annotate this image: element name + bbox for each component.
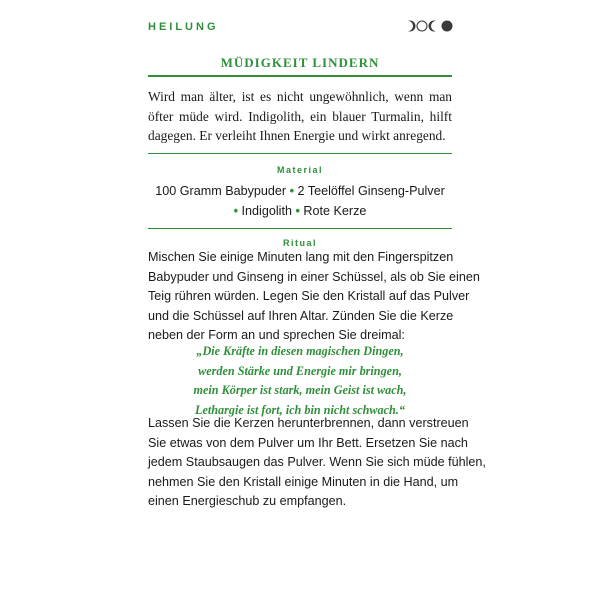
ritual-line: Lassen Sie die Kerzen herunterbrennen, dann verstreuen bbox=[148, 416, 469, 430]
chant-line: Lethargie ist fort, ich bin nicht schwach.“ bbox=[195, 402, 405, 417]
ritual-line: einen Energieschub zu empfangen. bbox=[148, 494, 347, 508]
bullet-icon: • bbox=[233, 204, 242, 218]
ritual-line: nehmen Sie den Kristall einige Minuten in die Hand, um bbox=[148, 474, 459, 489]
full-moon-outline-icon bbox=[417, 21, 427, 31]
bullet-icon: • bbox=[295, 204, 304, 218]
ritual-paragraph-1 bbox=[148, 248, 480, 346]
material-item: Indigolith bbox=[241, 204, 292, 218]
moon-phases-icon bbox=[404, 19, 454, 33]
chant-line: „Die Kräfte in diesen magischen Dingen, bbox=[196, 344, 404, 358]
ritual-heading: Ritual bbox=[282, 238, 317, 248]
waxing-crescent-moon-icon bbox=[404, 21, 416, 32]
material-item: 2 Teelöffel Ginseng-Pulver bbox=[297, 184, 445, 198]
ritual-paragraph-2 bbox=[148, 414, 486, 512]
chant-verse bbox=[148, 342, 452, 420]
material-divider bbox=[148, 228, 452, 229]
intro-paragraph bbox=[148, 87, 452, 146]
ritual-line: neben der Form an und sprechen Sie dreimal: bbox=[148, 328, 405, 342]
ritual-line: und die Schüssel auf Ihren Altar. Zünden Sie die Kerze bbox=[148, 308, 454, 323]
intro-line: öfter müde wird. Indigolith, ein blauer Turmalin, hilft bbox=[148, 108, 452, 124]
chant-line: mein Körper ist stark, mein Geist ist wach, bbox=[193, 383, 407, 397]
material-line bbox=[148, 181, 452, 201]
ritual-line: Babypuder und Ginseng in einer Schüssel, als ob Sie einen bbox=[148, 269, 480, 284]
material-heading: Material bbox=[276, 165, 323, 175]
title-divider bbox=[148, 75, 452, 77]
intro-line: dagegen. Er verleiht Ihnen Energie und wirkt anregend. bbox=[148, 128, 446, 143]
ritual-line: Mischen Sie einige Minuten lang mit den Fingerspitzen bbox=[148, 250, 454, 264]
ritual-line: jedem Staubsaugen das Pulver. Wenn Sie sich müde fühlen, bbox=[148, 455, 486, 469]
bullet-icon: • bbox=[289, 184, 298, 198]
intro-divider bbox=[148, 153, 452, 154]
chant-line: werden Stärke und Energie mir bringen, bbox=[198, 363, 402, 378]
intro-line: Wird man älter, ist es nicht ungewöhnlich, wenn man bbox=[148, 89, 452, 104]
ritual-line: Teig rühren würden. Legen Sie den Kristall auf das Pulver bbox=[148, 289, 470, 303]
material-item: 100 Gramm Babypuder bbox=[155, 184, 287, 198]
material-item: Rote Kerze bbox=[303, 204, 367, 218]
ritual-line: Sie etwas von dem Pulver um Ihr Bett. Ersetzen Sie nach bbox=[148, 435, 468, 450]
page-title: MÜDIGKEIT LINDERN bbox=[220, 55, 380, 70]
material-list bbox=[148, 181, 452, 221]
material-line bbox=[148, 201, 452, 221]
new-moon-icon bbox=[442, 21, 453, 32]
waning-crescent-moon-icon bbox=[429, 21, 442, 32]
section-header: HEILUNG bbox=[148, 21, 219, 33]
